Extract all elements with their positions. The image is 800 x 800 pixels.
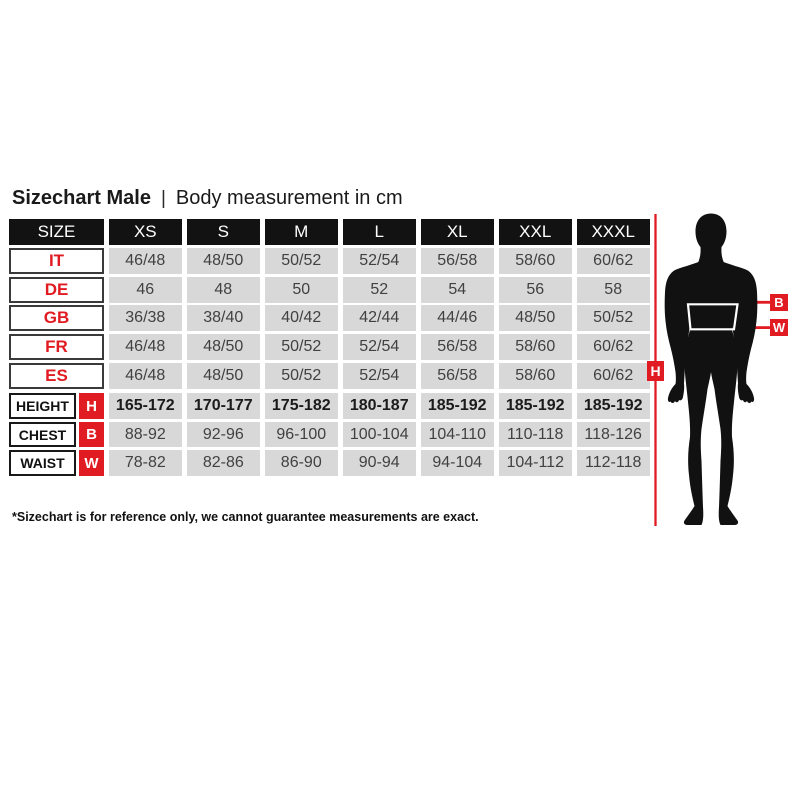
country-code-cell: FR — [9, 334, 104, 360]
value-cell: 185-192 — [499, 393, 572, 419]
sizechart-main-grid — [9, 219, 650, 389]
value-cell: 170-177 — [187, 393, 260, 419]
header-cell-m: M — [265, 219, 338, 245]
value-cell: 58/60 — [499, 334, 572, 360]
value-cell: 90-94 — [343, 450, 416, 476]
value-cell: 110-118 — [499, 422, 572, 448]
measure-badge: B — [79, 422, 104, 448]
male-silhouette — [665, 214, 758, 526]
value-cell: 88-92 — [109, 422, 182, 448]
value-cell: 50/52 — [577, 305, 650, 331]
header-cell-xxl: XXL — [499, 219, 572, 245]
value-cell: 94-104 — [421, 450, 494, 476]
value-cell: 58/60 — [499, 363, 572, 389]
header-cell-xs: XS — [109, 219, 182, 245]
country-code-cell: ES — [9, 363, 104, 389]
header-cell-xxxl: XXXL — [577, 219, 650, 245]
value-cell: 48/50 — [187, 248, 260, 274]
value-cell: 56/58 — [421, 363, 494, 389]
value-cell: 175-182 — [265, 393, 338, 419]
measure-label-group — [9, 393, 104, 419]
measure-label-cell: HEIGHT — [9, 393, 76, 419]
header-cell-l: L — [343, 219, 416, 245]
value-cell: 48/50 — [187, 334, 260, 360]
value-cell: 58/60 — [499, 248, 572, 274]
value-cell: 56/58 — [421, 334, 494, 360]
measure-badge: W — [79, 450, 104, 476]
value-cell: 104-110 — [421, 422, 494, 448]
value-cell: 60/62 — [577, 334, 650, 360]
value-cell: 48/50 — [187, 363, 260, 389]
value-cell: 54 — [421, 277, 494, 303]
value-cell: 78-82 — [109, 450, 182, 476]
title-subtitle: Body measurement in cm — [175, 187, 403, 209]
title-main: Sizechart Male — [12, 187, 151, 209]
value-cell: 60/62 — [577, 248, 650, 274]
measure-label-cell: CHEST — [9, 422, 76, 448]
value-cell: 40/42 — [265, 305, 338, 331]
value-cell: 60/62 — [577, 363, 650, 389]
value-cell: 38/40 — [187, 305, 260, 331]
value-cell: 48/50 — [499, 305, 572, 331]
value-cell: 86-90 — [265, 450, 338, 476]
footnote: *Sizechart is for reference only, we cannot guarantee measurements are exact. — [12, 510, 479, 524]
country-code-cell: IT — [9, 248, 104, 274]
header-cell-size: SIZE — [9, 219, 104, 245]
value-cell: 52 — [343, 277, 416, 303]
value-cell: 180-187 — [343, 393, 416, 419]
value-cell: 92-96 — [187, 422, 260, 448]
measure-label-group — [9, 422, 104, 448]
value-cell: 165-172 — [109, 393, 182, 419]
country-code-cell: DE — [9, 277, 104, 303]
measure-label-cell: WAIST — [9, 450, 76, 476]
value-cell: 96-100 — [265, 422, 338, 448]
value-cell: 46 — [109, 277, 182, 303]
sizechart-table — [9, 219, 650, 476]
header-cell-xl: XL — [421, 219, 494, 245]
male-figure — [640, 200, 800, 540]
silhouette-head — [696, 214, 727, 263]
value-cell: 42/44 — [343, 305, 416, 331]
value-cell: 52/54 — [343, 363, 416, 389]
value-cell: 48 — [187, 277, 260, 303]
header-cell-s: S — [187, 219, 260, 245]
value-cell: 50/52 — [265, 363, 338, 389]
page-title — [12, 187, 403, 210]
value-cell: 56/58 — [421, 248, 494, 274]
value-cell: 118-126 — [577, 422, 650, 448]
value-cell: 52/54 — [343, 248, 416, 274]
value-cell: 46/48 — [109, 334, 182, 360]
sizechart-measure-grid — [9, 393, 650, 476]
value-cell: 58 — [577, 277, 650, 303]
value-cell: 44/46 — [421, 305, 494, 331]
value-cell: 104-112 — [499, 450, 572, 476]
value-cell: 185-192 — [577, 393, 650, 419]
value-cell: 82-86 — [187, 450, 260, 476]
country-code-cell: GB — [9, 305, 104, 331]
figure-waist-badge: W — [770, 319, 788, 336]
measure-badge: H — [79, 393, 104, 419]
figure-height-badge: H — [647, 361, 664, 381]
value-cell: 50/52 — [265, 334, 338, 360]
value-cell: 185-192 — [421, 393, 494, 419]
figure-chest-badge: B — [770, 294, 788, 311]
measure-label-group — [9, 450, 104, 476]
title-separator: | — [160, 188, 166, 209]
value-cell: 100-104 — [343, 422, 416, 448]
value-cell: 46/48 — [109, 363, 182, 389]
value-cell: 50/52 — [265, 248, 338, 274]
value-cell: 56 — [499, 277, 572, 303]
value-cell: 36/38 — [109, 305, 182, 331]
value-cell: 52/54 — [343, 334, 416, 360]
value-cell: 112-118 — [577, 450, 650, 476]
value-cell: 46/48 — [109, 248, 182, 274]
value-cell: 50 — [265, 277, 338, 303]
